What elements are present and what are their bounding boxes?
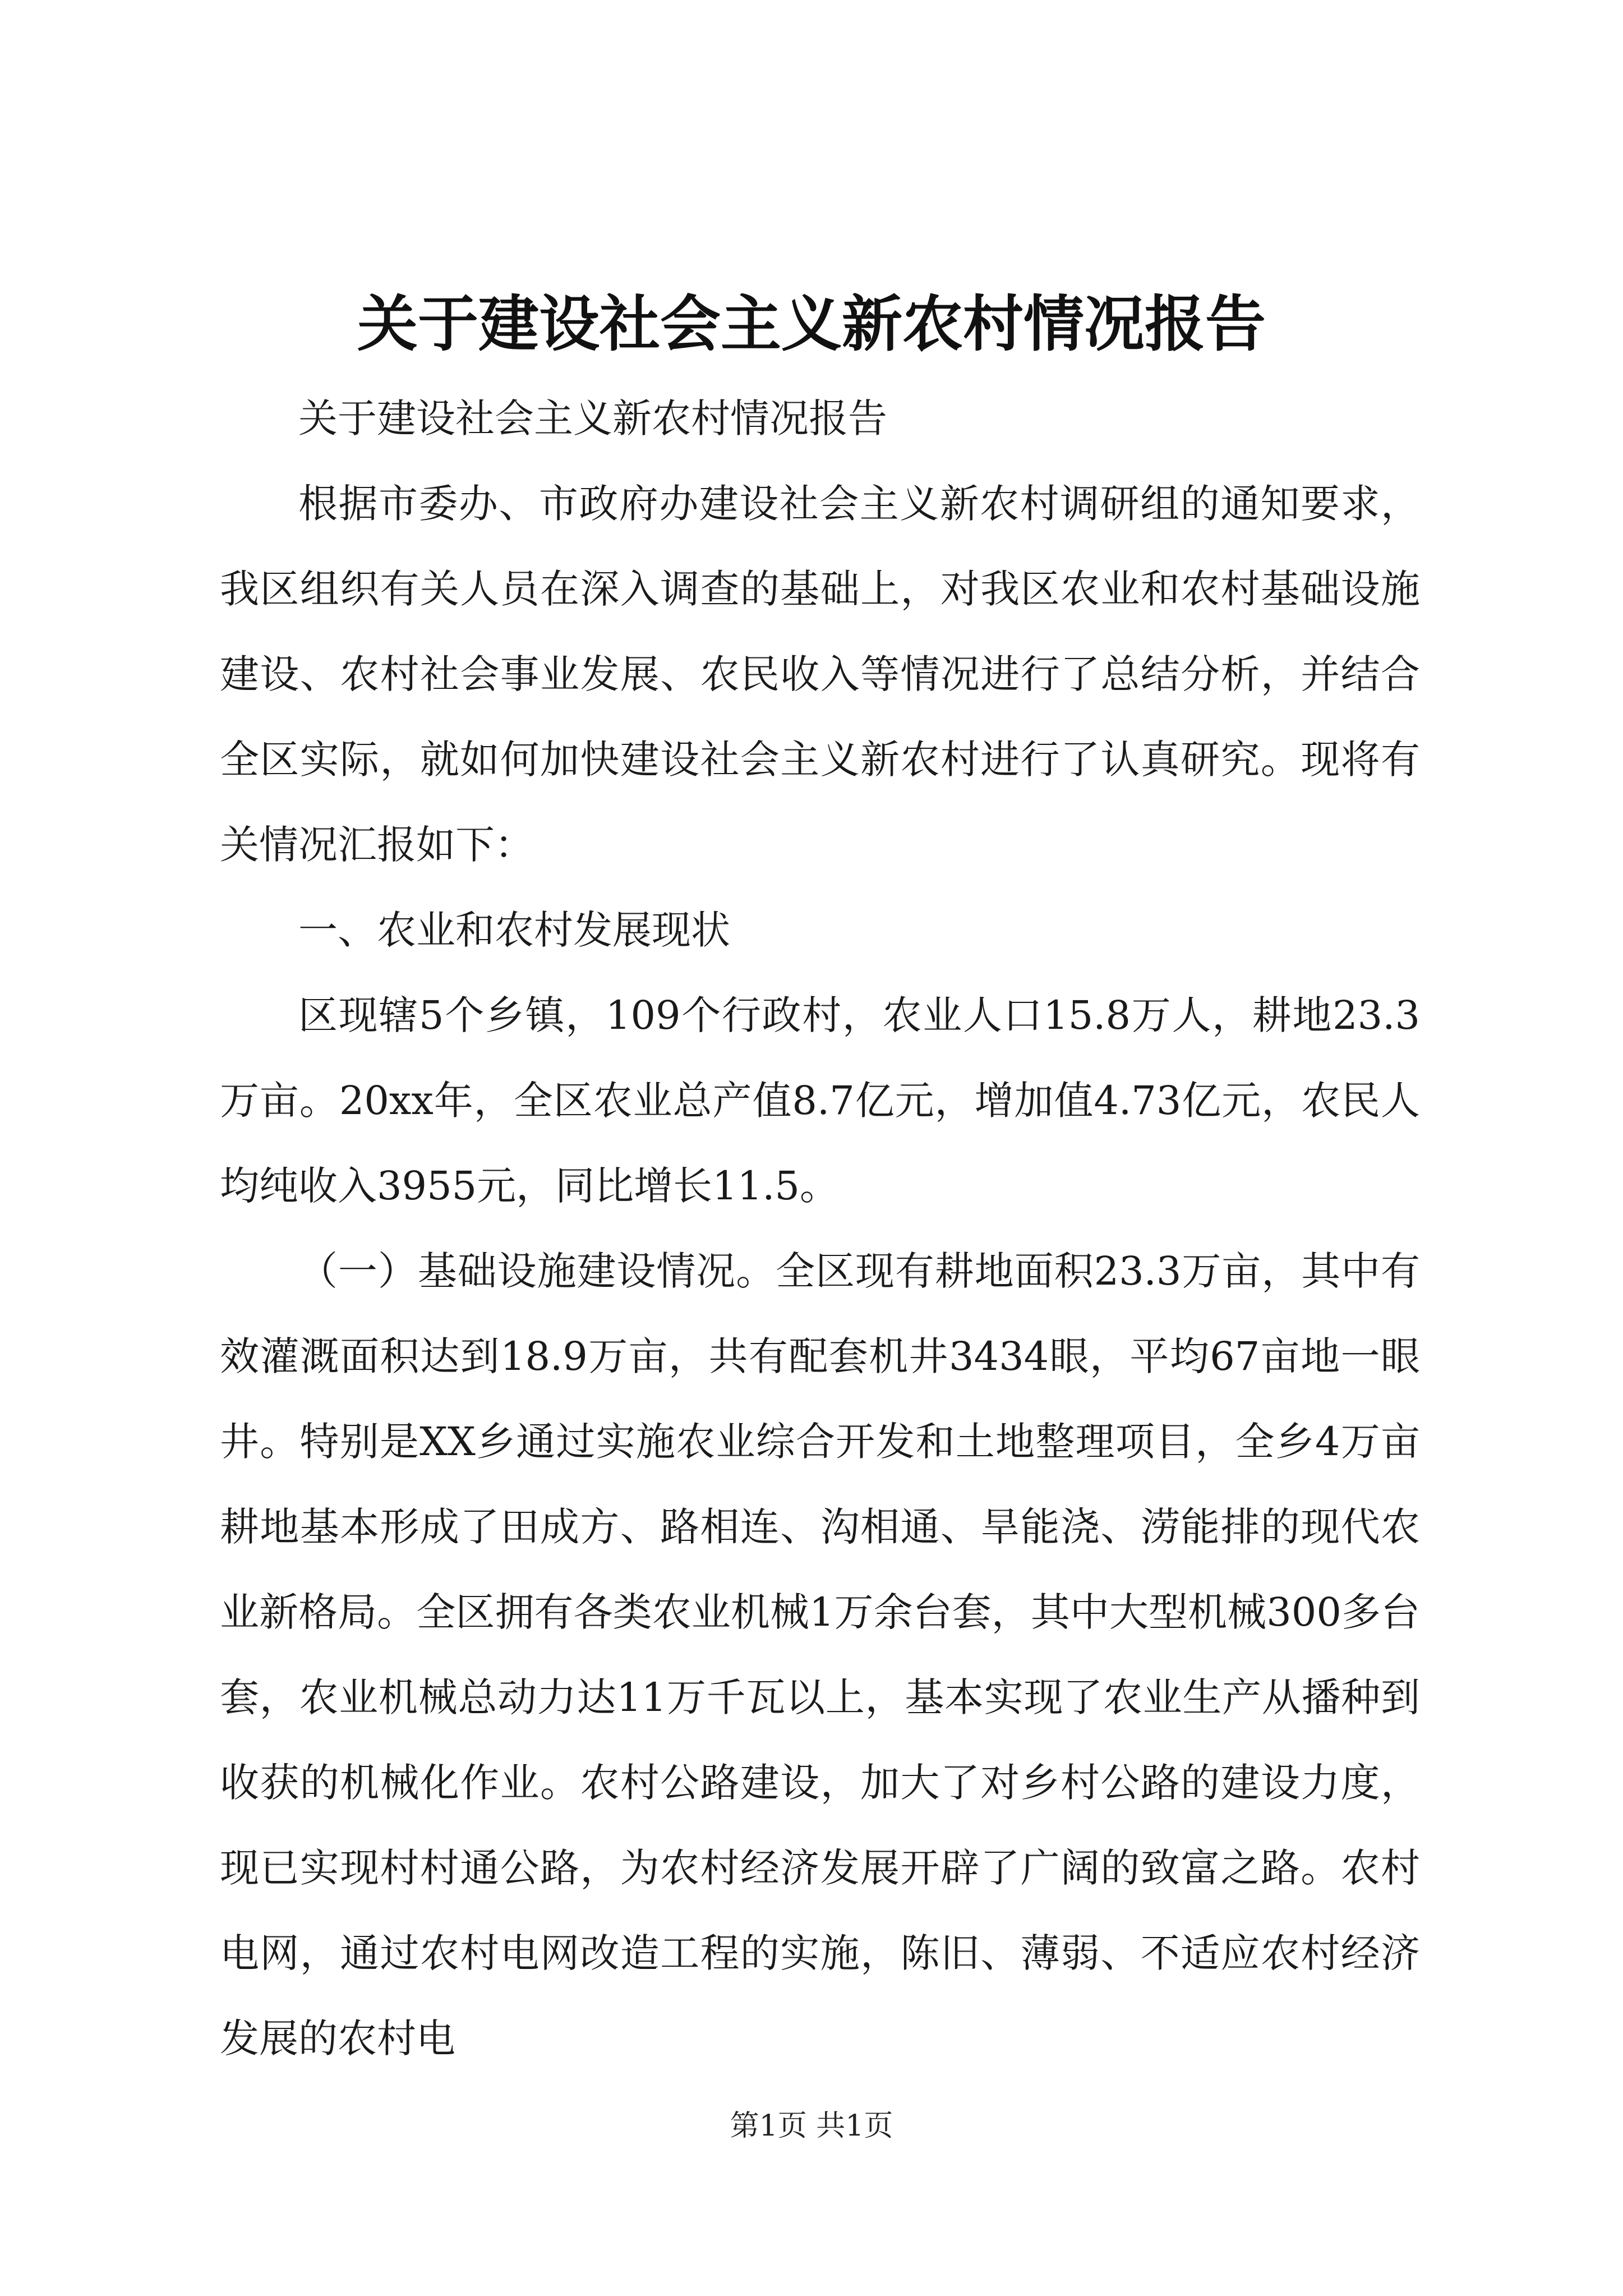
page-footer: 第1页 共1页 bbox=[730, 2109, 893, 2143]
paragraph-subtitle: 关于建设社会主义新农村情况报告 bbox=[298, 395, 887, 441]
section-heading: 一、农业和农村发展现状 bbox=[298, 907, 730, 953]
paragraph-infrastructure: （一）基础设施建设情况。全区现有耕地面积23.3万亩，其中有效灌溉面积达到18.9万亩，共有配套机井3434眼，平均67亩地一眼井。特别是XX乡通过实施农业综合开发和土地整理项目，全乡4万亩耕地基本形成了田成方、路相连、沟相通、旱能浇、涝能排的现代农业新格局。全区拥有各类农业机械1万余台套，其中大型机械300多台套，农业机械总动力达11万千瓦以上，基本实现了农业生产从播种到收获的机械化作业。农村公路建设，加大了对乡村公路的建设力度，现已实现村村通公路，为农村经济发展开辟了广阔的致富之路。农村电网，通过农村电网改造工程的实施，陈旧、薄弱、不适应农村经济发展的农村电 bbox=[220, 1248, 1420, 2062]
paragraph-overview: 区现辖5个乡镇，109个行政村，农业人口15.8万人，耕地23.3万亩。20xx年，全区农业总产值8.7亿元，增加值4.73亿元，农民人均纯收入3955元，同比增长11.5。 bbox=[220, 992, 1420, 1209]
document-title: 关于建设社会主义新农村情况报告 bbox=[357, 289, 1266, 360]
paragraph-intro: 根据市委办、市政府办建设社会主义新农村调研组的通知要求，我区组织有关人员在深入调查的基础上，对我区农业和农村基础设施建设、农村社会事业发展、农民收入等情况进行了总结分析，并结合全区实际，就如何加快建设社会主义新农村进行了认真研究。现将有关情况汇报如下： bbox=[220, 481, 1420, 868]
document-body bbox=[220, 376, 1420, 2081]
